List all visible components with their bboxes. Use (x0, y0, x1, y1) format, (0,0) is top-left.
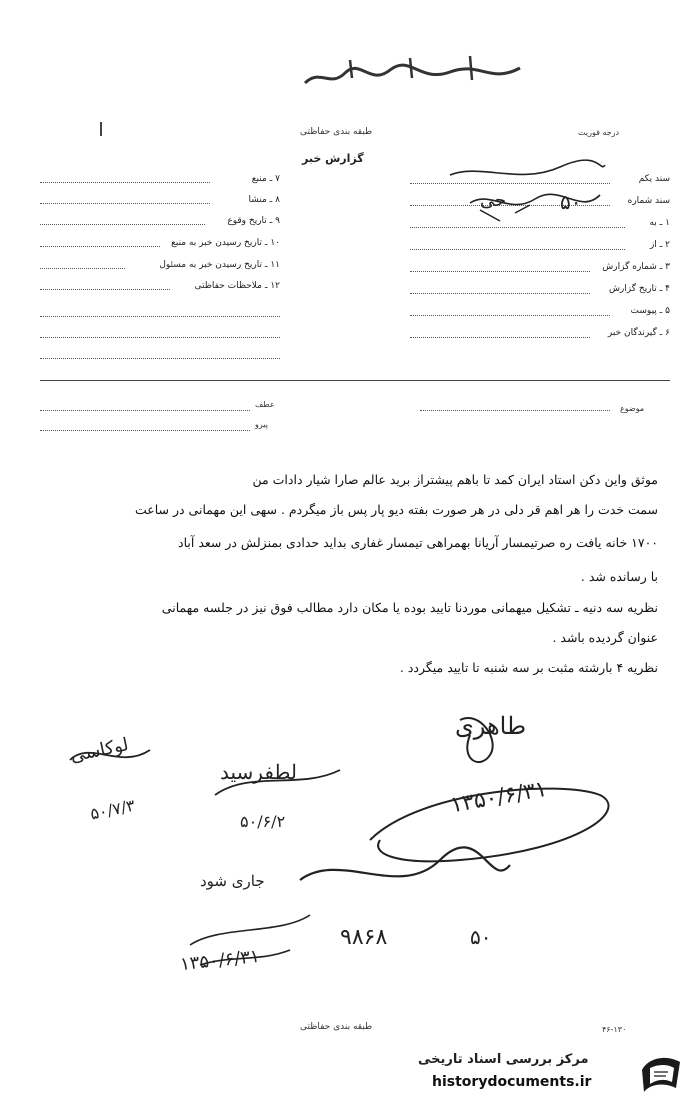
urgency-label: درجه فوریت (578, 128, 620, 137)
signature-right: طاهری (455, 712, 527, 740)
field-label: سند شماره (627, 196, 670, 206)
classification-stamp-icon (290, 48, 540, 98)
classification-stamp (290, 48, 540, 98)
signature-middle: لطفرسید (220, 760, 297, 784)
margin-label: عطف (255, 400, 275, 409)
field-label: ۱۲ ـ ملاحظات حفاظتی (194, 281, 280, 291)
header-org: طبقه بندی حفاظتی (300, 127, 373, 137)
field-label: ۲ ـ از (649, 240, 670, 250)
field-label: ۸ ـ منشا (248, 195, 280, 205)
handwritten-number: ۵۰ (470, 925, 492, 949)
footer-code: ۴۶-۱۳۰ (602, 1025, 627, 1034)
body-line: سمت خدت را هر اهم قر دلی در هر صورت بفته دیو پار پس باز میگردم . سهی این مهمانی در ساعت (134, 502, 658, 517)
subject-label: موضوع (620, 404, 645, 413)
field-label: سند یکم (638, 174, 670, 184)
field-label: ۱ ـ به (649, 218, 670, 228)
handwritten-number: ۵۰ (560, 190, 582, 214)
body-line: موثق واین دکن استاد ایران کمد تا باهم پیشتراز برید عالم صارا شیار دادات من (252, 472, 658, 487)
signature-scribbles (40, 700, 680, 1020)
small-mark (100, 122, 102, 136)
field-label: ۶ ـ گیرندگان خبر (607, 328, 670, 338)
handwritten-mark: حی (480, 190, 507, 211)
page-title: گزارش خبر (302, 152, 364, 165)
field-label: ۱۰ ـ تاریخ رسیدن خبر به منبع (171, 238, 280, 248)
field-label: ۱۱ ـ تاریخ رسیدن خبر به مسئول (159, 260, 280, 270)
body-line: نظریه سه دنیه ـ تشکیل میهمانی موردنا تایید بوده یا مکان دارد مطالب فوق نیز در جلسه مهمانی (161, 600, 658, 615)
body-line: ۱۷۰۰ خانه یافت ره صرتیمسار آریانا بهمراهی تیمسار غفاری بداید حدادی بمنزلش در سعد آباد (178, 535, 658, 550)
field-label: ۴ ـ تاریخ گزارش (608, 284, 670, 294)
signature-left: لوکاسی (68, 734, 131, 767)
handwritten-number: ۹۸۶۸ (340, 925, 388, 950)
handwritten-date: ۱۳۵۰/۶/۳۱ (179, 945, 261, 976)
left-fields (40, 172, 290, 322)
field-label: ۹ ـ تاریخ وقوع (227, 216, 280, 226)
signatures-area (40, 700, 680, 1020)
signature-left-date: ۵۰/۷/۳ (88, 795, 137, 824)
margin-label: پیرو (255, 420, 268, 429)
handwritten-marks-top (440, 155, 610, 225)
body-line: عنوان گردیده باشد . (552, 630, 658, 645)
signature-middle-sub: ۵۰/۶/۲ (240, 812, 286, 831)
watermark-url[interactable]: historydocuments.ir (432, 1074, 592, 1090)
watermark-center-name: مرکز بررسی اسناد تاریخی (418, 1052, 589, 1067)
footer-org: طبقه بندی حفاظتی (300, 1022, 373, 1032)
signature-right-date: ۱۳۵۰/۶/۳۱ (448, 776, 549, 819)
field-label: ۳ ـ شماره گزارش (602, 262, 670, 272)
field-label: ۷ ـ منبع (251, 174, 280, 184)
body-line: نظریه ۴ بارشته مثبت بر سه شنبه تا تایید میگردد . (399, 660, 658, 675)
divider (40, 380, 670, 381)
body-line: با رسانده شد . (580, 569, 658, 584)
field-label: ۵ ـ پیوست (630, 306, 670, 316)
book-logo-icon (636, 1048, 686, 1098)
handwritten-note: جاری شود (200, 872, 265, 890)
